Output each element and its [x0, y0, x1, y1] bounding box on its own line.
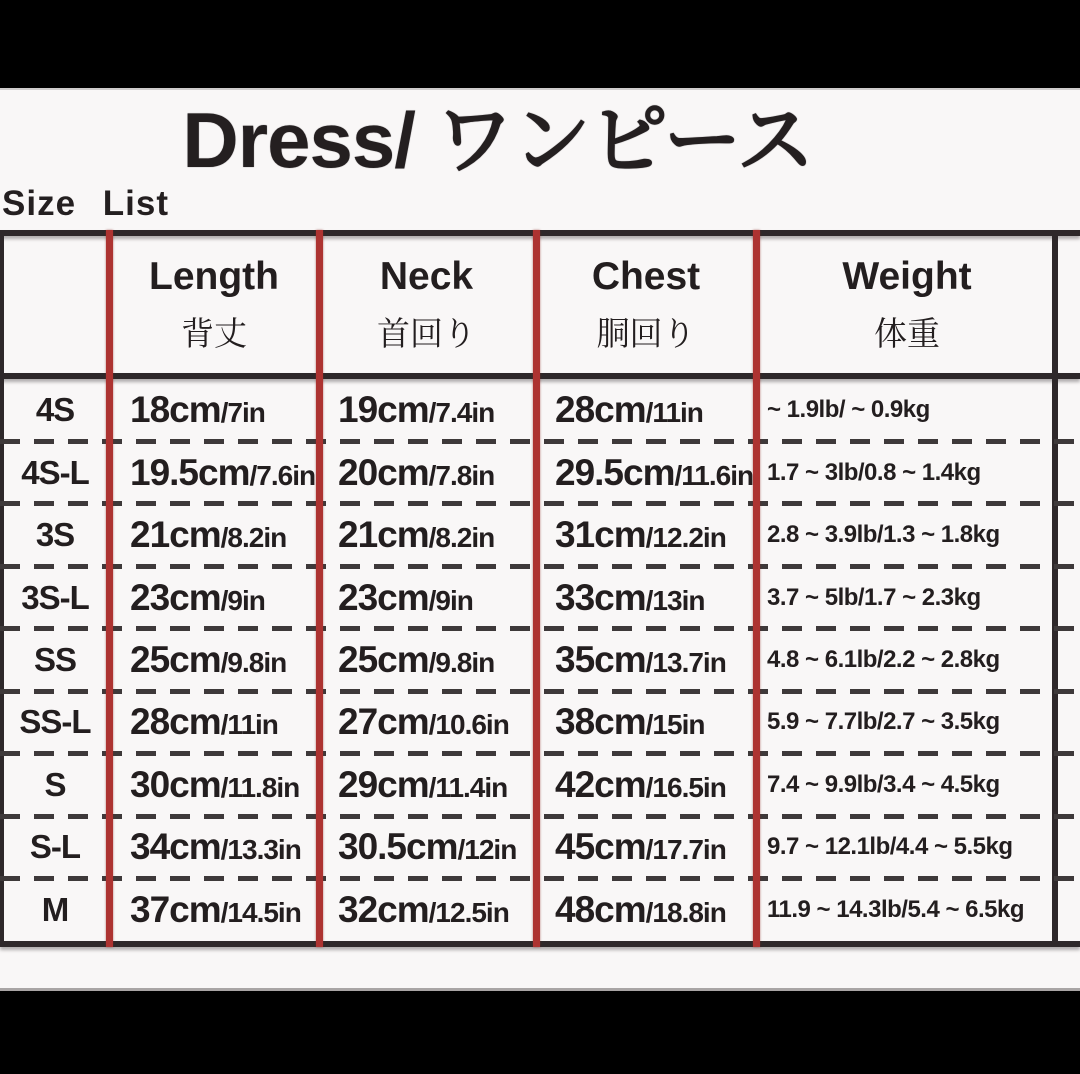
- length-cell: [110, 566, 318, 628]
- chest-cell: [535, 566, 757, 628]
- page-title: Dress/ ワンピース: [182, 96, 814, 184]
- neck-cm: 30.5cm: [338, 826, 458, 868]
- top-letterbox-bar: [0, 0, 1080, 90]
- neck-cm: 19cm: [338, 389, 429, 431]
- neck-cell: [318, 754, 535, 816]
- length-in: /11.8in: [220, 771, 300, 803]
- length-in: /8.2in: [220, 522, 287, 554]
- chest-cell: [535, 504, 757, 566]
- chest-cm: 29.5cm: [555, 451, 675, 493]
- length-in: /13.3in: [220, 834, 301, 866]
- chest-cell: [535, 379, 757, 441]
- col-header-chest-en: Chest: [591, 254, 701, 298]
- col-header-weight: [757, 236, 1057, 373]
- col-header-weight-ja: 体重: [874, 314, 940, 352]
- column-divider-red: [316, 230, 323, 947]
- col-header-neck: [318, 236, 535, 373]
- column-divider-red: [106, 230, 113, 947]
- column-divider-red: [533, 230, 540, 947]
- table-row-s: [0, 754, 1057, 816]
- length-cell: [110, 504, 318, 566]
- neck-cm: 27cm: [338, 701, 429, 743]
- size-cell: 3S: [35, 516, 75, 554]
- length-cm: 19.5cm: [130, 451, 250, 493]
- length-cell: [110, 754, 318, 816]
- neck-in: /8.2in: [428, 522, 495, 554]
- chest-cm: 38cm: [555, 701, 646, 743]
- size-cell: 3S-L: [21, 578, 89, 616]
- chest-cell: [535, 754, 757, 816]
- neck-cell: [318, 879, 535, 941]
- col-header-length-ja: 背丈: [181, 314, 247, 352]
- length-in: /11in: [220, 709, 278, 741]
- column-divider-red: [753, 230, 760, 947]
- neck-in: /7.8in: [428, 459, 495, 491]
- row-separator-dashed: [0, 439, 1080, 444]
- size-cell: SS: [33, 640, 77, 678]
- length-in: /9in: [220, 584, 265, 616]
- size-cell: S-L: [29, 828, 81, 866]
- size-table: [0, 230, 1080, 947]
- weight-cell: 2.8 ~ 3.9lb/1.3 ~ 1.8kg: [767, 521, 1000, 549]
- chest-in: /13.7in: [645, 646, 726, 678]
- chest-cm: 33cm: [555, 576, 646, 618]
- neck-cm: 25cm: [338, 638, 429, 680]
- chest-in: /11in: [645, 397, 703, 429]
- length-cell: [110, 441, 318, 503]
- table-row-ss-l: [0, 691, 1057, 753]
- chest-cell: [535, 879, 757, 941]
- table-header-row: [0, 236, 1057, 373]
- length-cell: [110, 691, 318, 753]
- neck-cell: [318, 816, 535, 878]
- weight-cell: 4.8 ~ 6.1lb/2.2 ~ 2.8kg: [767, 645, 1000, 673]
- length-cell: [110, 816, 318, 878]
- table-bottom-border: [0, 941, 1080, 947]
- size-list-label: Size List: [2, 184, 169, 223]
- col-header-size-blank: [0, 236, 110, 373]
- chest-in: /17.7in: [645, 834, 726, 866]
- size-cell: 4S-L: [21, 453, 89, 491]
- length-cm: 34cm: [130, 826, 221, 868]
- col-header-neck-ja: 首回り: [377, 314, 476, 352]
- col-header-length: [110, 236, 318, 373]
- table-row-m: [0, 879, 1057, 941]
- col-header-length-en: Length: [149, 254, 279, 298]
- length-cm: 37cm: [130, 888, 221, 930]
- table-row-3s: [0, 504, 1057, 566]
- neck-cm: 21cm: [338, 514, 429, 556]
- length-in: /9.8in: [220, 646, 287, 678]
- row-separator-dashed: [0, 626, 1080, 631]
- chest-in: /13in: [645, 584, 705, 616]
- neck-in: /12in: [457, 834, 517, 866]
- length-cell: [110, 629, 318, 691]
- size-cell: SS-L: [19, 703, 91, 741]
- weight-cell: 1.7 ~ 3lb/0.8 ~ 1.4kg: [767, 458, 981, 486]
- chest-cm: 35cm: [555, 638, 646, 680]
- table-row-3s-l: [0, 566, 1057, 628]
- row-separator-dashed: [0, 689, 1080, 694]
- table-row-ss: [0, 629, 1057, 691]
- weight-cell: 11.9 ~ 14.3lb/5.4 ~ 6.5kg: [767, 895, 1025, 923]
- row-separator-dashed: [0, 564, 1080, 569]
- neck-cm: 29cm: [338, 763, 429, 805]
- chest-cm: 31cm: [555, 514, 646, 556]
- table-row-4s-l: [0, 441, 1057, 503]
- chest-cm: 45cm: [555, 826, 646, 868]
- col-header-chest-ja: 胴回り: [596, 314, 696, 352]
- weight-cell: 5.9 ~ 7.7lb/2.7 ~ 3.5kg: [767, 708, 1000, 736]
- neck-in: /7.4in: [428, 397, 495, 429]
- weight-cell: 7.4 ~ 9.9lb/3.4 ~ 4.5kg: [767, 770, 1000, 798]
- chest-cell: [535, 816, 757, 878]
- table-body: [0, 379, 1057, 941]
- neck-cm: 32cm: [338, 888, 429, 930]
- table-left-border: [0, 230, 4, 947]
- chest-cell: [535, 691, 757, 753]
- size-cell: S: [44, 765, 66, 803]
- length-cell: [110, 379, 318, 441]
- length-cell: [110, 879, 318, 941]
- neck-cell: [318, 379, 535, 441]
- chest-cell: [535, 629, 757, 691]
- length-in: /14.5in: [220, 896, 301, 928]
- neck-cm: 23cm: [338, 576, 429, 618]
- length-cm: 18cm: [130, 389, 221, 431]
- chest-in: /15in: [645, 709, 705, 741]
- chest-cm: 42cm: [555, 763, 646, 805]
- table-row-s-l: [0, 816, 1057, 878]
- weight-cell: ~ 1.9lb/ ~ 0.9kg: [767, 396, 930, 424]
- length-cm: 23cm: [130, 576, 221, 618]
- neck-in: /9in: [428, 584, 473, 616]
- neck-cell: [318, 629, 535, 691]
- neck-cell: [318, 504, 535, 566]
- length-in: /7in: [220, 397, 265, 429]
- col-header-weight-en: Weight: [842, 254, 972, 298]
- length-cm: 28cm: [130, 701, 221, 743]
- bottom-letterbox-bar: [0, 988, 1080, 1074]
- neck-cm: 20cm: [338, 451, 429, 493]
- neck-in: /12.5in: [428, 896, 509, 928]
- length-cm: 21cm: [130, 514, 221, 556]
- chest-cell: [535, 441, 757, 503]
- table-row-4s: [0, 379, 1057, 441]
- length-cm: 25cm: [130, 638, 221, 680]
- size-cell: 4S: [35, 391, 75, 429]
- neck-cell: [318, 691, 535, 753]
- row-separator-dashed: [0, 501, 1080, 506]
- table-right-border: [1052, 230, 1058, 947]
- col-header-neck-en: Neck: [379, 254, 474, 298]
- col-header-chest: [535, 236, 757, 373]
- chest-in: /16.5in: [645, 771, 726, 803]
- weight-cell: 3.7 ~ 5lb/1.7 ~ 2.3kg: [767, 583, 981, 611]
- weight-cell: 9.7 ~ 12.1lb/4.4 ~ 5.5kg: [767, 833, 1013, 861]
- length-cm: 30cm: [130, 763, 221, 805]
- neck-cell: [318, 441, 535, 503]
- row-separator-dashed: [0, 814, 1080, 819]
- chest-cm: 28cm: [555, 389, 646, 431]
- chest-in: /18.8in: [645, 896, 726, 928]
- neck-in: /11.4in: [428, 771, 508, 803]
- neck-in: /10.6in: [428, 709, 509, 741]
- neck-cell: [318, 566, 535, 628]
- chest-in: /11.6in: [674, 459, 754, 491]
- chest-in: /12.2in: [645, 522, 726, 554]
- chest-cm: 48cm: [555, 888, 646, 930]
- row-separator-dashed: [0, 876, 1080, 881]
- length-in: /7.6in: [249, 459, 316, 491]
- row-separator-dashed: [0, 751, 1080, 756]
- neck-in: /9.8in: [428, 646, 495, 678]
- size-cell: M: [41, 890, 69, 928]
